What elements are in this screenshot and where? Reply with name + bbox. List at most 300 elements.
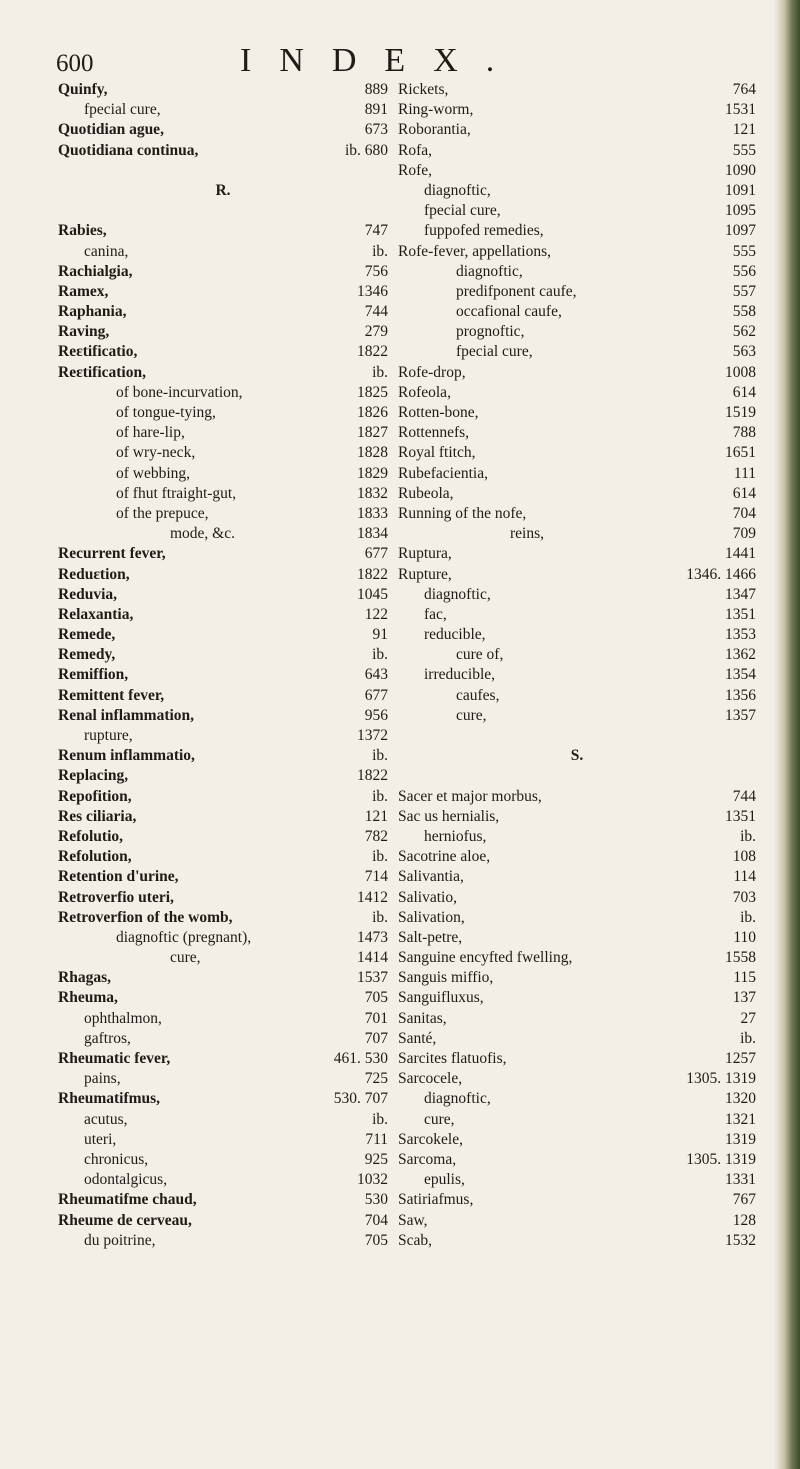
index-term: Reduvia, xyxy=(58,585,117,603)
index-entry xyxy=(398,1069,756,1089)
page-reference: ib. xyxy=(372,908,388,926)
index-entry xyxy=(58,1110,388,1130)
index-term: Rachialgia, xyxy=(58,262,133,280)
spacer xyxy=(58,201,388,221)
index-entry xyxy=(58,100,388,120)
index-entry xyxy=(398,262,756,282)
page-reference: 1834 xyxy=(357,525,388,543)
index-term: of the prepuce, xyxy=(116,504,209,522)
index-entry xyxy=(398,948,756,968)
index-term: Replacing, xyxy=(58,767,129,785)
page-reference: 725 xyxy=(364,1070,388,1088)
index-entry xyxy=(398,544,756,564)
page-reference: 1826 xyxy=(357,404,388,421)
index-entry xyxy=(398,988,756,1008)
page-reference: ib. xyxy=(372,848,388,866)
page-reference: 1822 xyxy=(357,343,388,361)
page-reference: 121 xyxy=(364,807,388,825)
index-term: Rupture, xyxy=(398,565,452,583)
index-entry xyxy=(398,1170,756,1190)
index-entry xyxy=(58,585,388,605)
index-entry xyxy=(398,282,756,302)
index-entry xyxy=(398,1231,756,1251)
page-reference: 27 xyxy=(740,1009,756,1027)
page-reference: 1832 xyxy=(357,484,388,502)
page-reference: 1825 xyxy=(357,383,388,401)
page-reference: 1090 xyxy=(725,161,756,179)
index-term: fac, xyxy=(424,605,447,623)
page-reference: 1519 xyxy=(725,404,756,421)
index-entry xyxy=(398,181,756,201)
index-entry xyxy=(58,968,388,988)
index-term: diagnoftic (pregnant), xyxy=(116,928,252,946)
index-term: Remede, xyxy=(58,626,116,644)
index-entry xyxy=(58,1089,388,1109)
index-entry xyxy=(398,120,756,140)
index-entry xyxy=(398,605,756,625)
index-term: Retroverfio uteri, xyxy=(58,888,174,906)
index-term: Rofe, xyxy=(398,161,433,179)
index-term: Remiffion, xyxy=(58,666,129,684)
page-reference: 1305. 1319 xyxy=(686,1150,756,1168)
index-entry xyxy=(398,847,756,867)
page-reference: 1091 xyxy=(725,181,756,199)
index-entry xyxy=(58,645,388,665)
page-reference: 925 xyxy=(364,1150,388,1168)
index-entry xyxy=(398,686,756,706)
page-reference: 1412 xyxy=(357,888,388,906)
index-entry xyxy=(398,80,756,100)
page-reference: 461. 530 xyxy=(333,1050,388,1067)
page-reference: 1351 xyxy=(725,807,756,825)
index-term: Rofa, xyxy=(398,141,433,159)
index-term: irreducible, xyxy=(424,666,496,684)
index-term: of wry-neck, xyxy=(116,444,196,462)
index-entry xyxy=(398,665,756,685)
index-term: Remittent fever, xyxy=(58,686,165,704)
spacer xyxy=(58,161,388,181)
index-term: Raving, xyxy=(58,323,110,341)
page-reference: 1362 xyxy=(725,646,756,664)
page-reference: 1531 xyxy=(725,101,756,119)
page-reference: 1032 xyxy=(357,1171,388,1189)
page-reference: ib. xyxy=(740,827,756,845)
index-entry xyxy=(398,867,756,887)
page-reference: 1346 xyxy=(357,282,388,300)
index-entry xyxy=(58,383,388,403)
index-entry xyxy=(398,1190,756,1210)
page-reference: 614 xyxy=(732,383,756,401)
page-reference: 767 xyxy=(732,1191,756,1209)
index-entry xyxy=(58,867,388,887)
index-entry xyxy=(398,141,756,161)
index-term: Reɛtification, xyxy=(58,363,146,381)
index-term: Ramex, xyxy=(58,282,109,300)
page-reference: 1537 xyxy=(357,969,388,987)
page-reference: 709 xyxy=(732,525,756,543)
index-term: Repofition, xyxy=(58,787,132,805)
page-reference: 1822 xyxy=(357,767,388,785)
index-entry xyxy=(58,342,388,362)
index-entry xyxy=(58,1130,388,1150)
page-reference: 1095 xyxy=(725,202,756,220)
page-reference: 1351 xyxy=(725,605,756,623)
index-term: Sanitas, xyxy=(398,1009,447,1027)
index-term: Rofe-fever, appellations, xyxy=(398,242,552,260)
index-term: Renal inflammation, xyxy=(58,706,195,724)
index-entry xyxy=(398,1150,756,1170)
index-term: fpecial cure, xyxy=(424,202,501,220)
index-entry xyxy=(398,565,756,585)
index-term: Sacotrine aloe, xyxy=(398,848,491,866)
page-reference: 704 xyxy=(732,504,756,522)
index-entry xyxy=(58,484,388,504)
index-term: Recurrent fever, xyxy=(58,545,166,563)
index-entry xyxy=(58,524,388,544)
page-reference: 677 xyxy=(364,545,388,563)
page-reference: ib. xyxy=(740,1029,756,1047)
page-number: 600 xyxy=(56,50,94,77)
index-term: diagnoftic, xyxy=(424,181,491,199)
page-reference: 703 xyxy=(732,888,756,906)
page-reference: 1257 xyxy=(725,1050,756,1067)
page-reference: 705 xyxy=(364,989,388,1007)
index-entry xyxy=(398,201,756,221)
page-reference: 714 xyxy=(364,868,388,886)
page-reference: 108 xyxy=(732,848,756,866)
index-entry xyxy=(398,464,756,484)
index-entry xyxy=(398,423,756,443)
page-reference: 1441 xyxy=(725,545,756,563)
index-entry xyxy=(58,665,388,685)
page-reference: 279 xyxy=(364,323,388,341)
index-term: Quinfy, xyxy=(58,81,108,98)
index-entry xyxy=(398,504,756,524)
index-entry xyxy=(58,686,388,706)
page-reference: 747 xyxy=(364,222,388,240)
index-term: cure, xyxy=(170,949,201,967)
page-reference: 1305. 1319 xyxy=(686,1070,756,1088)
index-term: chronicus, xyxy=(84,1150,149,1168)
index-term: Rottennefs, xyxy=(398,424,470,442)
index-entry xyxy=(398,1110,756,1130)
page-reference: 788 xyxy=(732,424,756,442)
index-term: Sanguine encyfted fwelling, xyxy=(398,949,573,967)
index-entry xyxy=(398,807,756,827)
page-reference: 530 xyxy=(364,1191,388,1209)
index-term: Saw, xyxy=(398,1211,428,1229)
index-term: Rofe-drop, xyxy=(398,363,466,381)
index-term: ophthalmon, xyxy=(84,1009,162,1027)
index-entry xyxy=(58,928,388,948)
index-entry xyxy=(58,908,388,928)
page-reference: 705 xyxy=(364,1231,388,1249)
index-entry xyxy=(398,928,756,948)
page-reference: 1827 xyxy=(357,424,388,442)
index-entry xyxy=(58,948,388,968)
page-reference: 704 xyxy=(364,1211,388,1229)
index-term: du poitrine, xyxy=(84,1231,156,1249)
index-entry xyxy=(58,1009,388,1029)
index-term: Sarcoma, xyxy=(398,1150,457,1168)
index-entry xyxy=(58,1190,388,1210)
index-term: Rabies, xyxy=(58,222,107,240)
index-entry xyxy=(58,544,388,564)
index-entry xyxy=(58,988,388,1008)
index-entry xyxy=(398,1029,756,1049)
index-column-right xyxy=(398,80,756,1251)
index-term: of fhut ftraight-gut, xyxy=(116,484,237,502)
index-entry xyxy=(58,242,388,262)
index-entry xyxy=(398,242,756,262)
page-reference: 1347 xyxy=(725,585,756,603)
index-entry xyxy=(58,746,388,766)
index-entry xyxy=(398,484,756,504)
page-reference: 557 xyxy=(732,282,756,300)
index-term: Raphania, xyxy=(58,303,127,321)
page-reference: 1372 xyxy=(357,727,388,744)
page-reference: 711 xyxy=(365,1130,388,1148)
page-reference: 1008 xyxy=(725,363,756,381)
index-term: Roborantia, xyxy=(398,121,471,139)
page-reference: 1651 xyxy=(725,444,756,462)
index-entry xyxy=(398,1089,756,1109)
page-reference: 643 xyxy=(364,666,388,684)
index-entry xyxy=(398,1049,756,1069)
page-reference: 756 xyxy=(364,262,388,280)
index-term: diagnoftic, xyxy=(424,1090,491,1108)
index-term: diagnoftic, xyxy=(424,585,491,603)
index-term: Scab, xyxy=(398,1231,433,1249)
index-term: Quotidian ague, xyxy=(58,121,164,139)
page-reference: 1473 xyxy=(357,928,388,946)
spacer xyxy=(398,726,756,746)
index-column-left xyxy=(58,80,388,1251)
page-reference: 555 xyxy=(732,141,756,159)
index-term: Refolutio, xyxy=(58,827,124,845)
index-term: Sacer et major morbus, xyxy=(398,787,542,805)
page-reference: 1331 xyxy=(725,1171,756,1189)
page-reference: 1319 xyxy=(725,1130,756,1148)
index-term: herniofus, xyxy=(424,827,487,845)
index-entry xyxy=(58,221,388,241)
index-term: Rhagas, xyxy=(58,969,111,987)
page-reference: 1357 xyxy=(725,706,756,724)
index-entry xyxy=(398,706,756,726)
index-entry xyxy=(398,383,756,403)
index-term: Remedy, xyxy=(58,646,116,664)
page-reference: 555 xyxy=(732,242,756,260)
page-reference: 111 xyxy=(733,464,756,482)
page-reference: 891 xyxy=(364,101,388,119)
page-reference: 1353 xyxy=(725,626,756,644)
index-term: uteri, xyxy=(84,1130,117,1148)
index-entry xyxy=(58,766,388,786)
index-term: prognoftic, xyxy=(456,323,525,341)
index-entry xyxy=(398,585,756,605)
index-entry xyxy=(398,302,756,322)
index-term: Rheumatifmus, xyxy=(58,1090,161,1108)
index-term: fpecial cure, xyxy=(84,101,161,119)
page-reference: 707 xyxy=(364,1029,388,1047)
index-term: Santé, xyxy=(398,1029,437,1047)
index-entry xyxy=(58,443,388,463)
page-reference: 1354 xyxy=(725,666,756,684)
page-reference: 1558 xyxy=(725,949,756,967)
index-entry xyxy=(398,342,756,362)
index-term: Reɛtificatio, xyxy=(58,343,138,361)
index-term: fuppofed remedies, xyxy=(424,222,544,240)
index-entry xyxy=(58,80,388,100)
page-reference: 614 xyxy=(732,484,756,502)
index-entry xyxy=(58,807,388,827)
page-reference: 1828 xyxy=(357,444,388,462)
index-term: epulis, xyxy=(424,1171,465,1189)
index-term: Salivation, xyxy=(398,908,465,926)
index-term: Res ciliaria, xyxy=(58,807,137,825)
page-reference: 673 xyxy=(364,121,388,139)
index-term: reins, xyxy=(510,525,545,543)
index-entry xyxy=(58,403,388,423)
index-entry xyxy=(398,645,756,665)
index-term: gaftros, xyxy=(84,1029,131,1047)
index-term: acutus, xyxy=(84,1110,128,1128)
index-term: of webbing, xyxy=(116,464,191,482)
index-entry xyxy=(58,504,388,524)
index-entry xyxy=(58,262,388,282)
index-entry xyxy=(58,120,388,140)
page-reference: 1414 xyxy=(357,949,388,967)
index-term: Royal ftitch, xyxy=(398,444,476,462)
index-entry xyxy=(398,1211,756,1231)
index-term: Retroverfion of the womb, xyxy=(58,908,233,926)
index-term: cure, xyxy=(424,1110,455,1128)
page-reference: ib. xyxy=(372,646,388,664)
index-term: Rubeola, xyxy=(398,484,454,502)
page-reference: 115 xyxy=(733,969,756,987)
page-reference: ib. xyxy=(372,363,388,381)
index-term: Renum inflammatio, xyxy=(58,747,195,765)
index-entry xyxy=(58,888,388,908)
index-entry xyxy=(58,423,388,443)
index-term: Refolution, xyxy=(58,848,132,866)
section-heading: R. xyxy=(215,181,231,199)
index-term: Retention d'urine, xyxy=(58,868,179,886)
index-term: Relaxantia, xyxy=(58,605,134,623)
page-reference: ib. xyxy=(372,747,388,765)
page-reference: 114 xyxy=(733,868,756,886)
page-reference: 1097 xyxy=(725,222,756,240)
index-term: Rheuma, xyxy=(58,989,118,1007)
page-reference: 677 xyxy=(364,686,388,704)
page-reference: ib. xyxy=(372,242,388,260)
index-term: Salivatio, xyxy=(398,888,457,906)
index-entry xyxy=(398,363,756,383)
index-entry xyxy=(58,302,388,322)
index-term: cure of, xyxy=(456,646,504,664)
index-term: Sarcokele, xyxy=(398,1130,463,1148)
index-term: Salivantia, xyxy=(398,868,464,886)
index-term: mode, &c. xyxy=(170,525,235,543)
page-reference: 889 xyxy=(364,81,388,98)
index-term: Ring-worm, xyxy=(398,101,474,119)
index-term: predifponent caufe, xyxy=(456,282,577,300)
index-entry xyxy=(58,464,388,484)
index-term: of tongue-tying, xyxy=(116,404,216,421)
page-reference: 1822 xyxy=(357,565,388,583)
index-term: Sac us hernialis, xyxy=(398,807,500,825)
index-term: Satiriafmus, xyxy=(398,1191,474,1209)
index-term: Sarcites flatuofis, xyxy=(398,1050,507,1067)
page-reference: 1045 xyxy=(357,585,388,603)
page-reference: ib. 680 xyxy=(344,141,388,159)
page-reference: 744 xyxy=(364,303,388,321)
page-reference: 530. 707 xyxy=(333,1090,388,1108)
page-reference: 1346. 1466 xyxy=(686,565,756,583)
index-term: Sanguifluxus, xyxy=(398,989,484,1007)
index-entry xyxy=(398,403,756,423)
index-term: rupture, xyxy=(84,727,133,744)
page-reference: ib. xyxy=(372,1110,388,1128)
index-entry xyxy=(398,322,756,342)
index-term: odontalgicus, xyxy=(84,1171,168,1189)
index-entry xyxy=(58,1170,388,1190)
book-spine-edge xyxy=(774,0,800,1469)
page-reference: ib. xyxy=(740,908,756,926)
spacer xyxy=(398,766,756,786)
index-entry xyxy=(398,161,756,181)
index-entry xyxy=(398,888,756,908)
index-term: Reduɛtion, xyxy=(58,565,130,583)
page-reference: 1829 xyxy=(357,464,388,482)
index-entry xyxy=(58,282,388,302)
index-term: Sanguis miffio, xyxy=(398,969,494,987)
section-heading: S. xyxy=(570,747,584,765)
index-entry xyxy=(58,1049,388,1069)
index-entry xyxy=(58,1150,388,1170)
index-term: Rotten-bone, xyxy=(398,404,479,421)
page-reference: 1532 xyxy=(725,1231,756,1249)
index-entry xyxy=(398,787,756,807)
index-term: cure, xyxy=(456,706,487,724)
index-entry xyxy=(398,524,756,544)
page-reference: 110 xyxy=(733,928,756,946)
index-term: diagnoftic, xyxy=(456,262,523,280)
page-reference: 128 xyxy=(732,1211,756,1229)
index-term: occafional caufe, xyxy=(456,303,562,321)
page-reference: 558 xyxy=(732,303,756,321)
page-reference: 137 xyxy=(732,989,756,1007)
index-term: Salt-petre, xyxy=(398,928,463,946)
index-entry xyxy=(58,605,388,625)
index-entry xyxy=(398,625,756,645)
page-reference: 91 xyxy=(372,626,388,644)
index-term: Rofeola, xyxy=(398,383,451,401)
page-reference: 956 xyxy=(364,706,388,724)
index-term: reducible, xyxy=(424,626,486,644)
index-entry xyxy=(58,625,388,645)
page-reference: 782 xyxy=(364,827,388,845)
index-term: of hare-lip, xyxy=(116,424,185,442)
page-reference: 121 xyxy=(732,121,756,139)
index-term: Quotidiana continua, xyxy=(58,141,199,159)
page-reference: 556 xyxy=(732,262,756,280)
page-reference: 563 xyxy=(732,343,756,361)
index-entry xyxy=(58,141,388,161)
index-entry xyxy=(398,908,756,928)
page-header xyxy=(0,24,800,79)
index-entry xyxy=(398,1130,756,1150)
